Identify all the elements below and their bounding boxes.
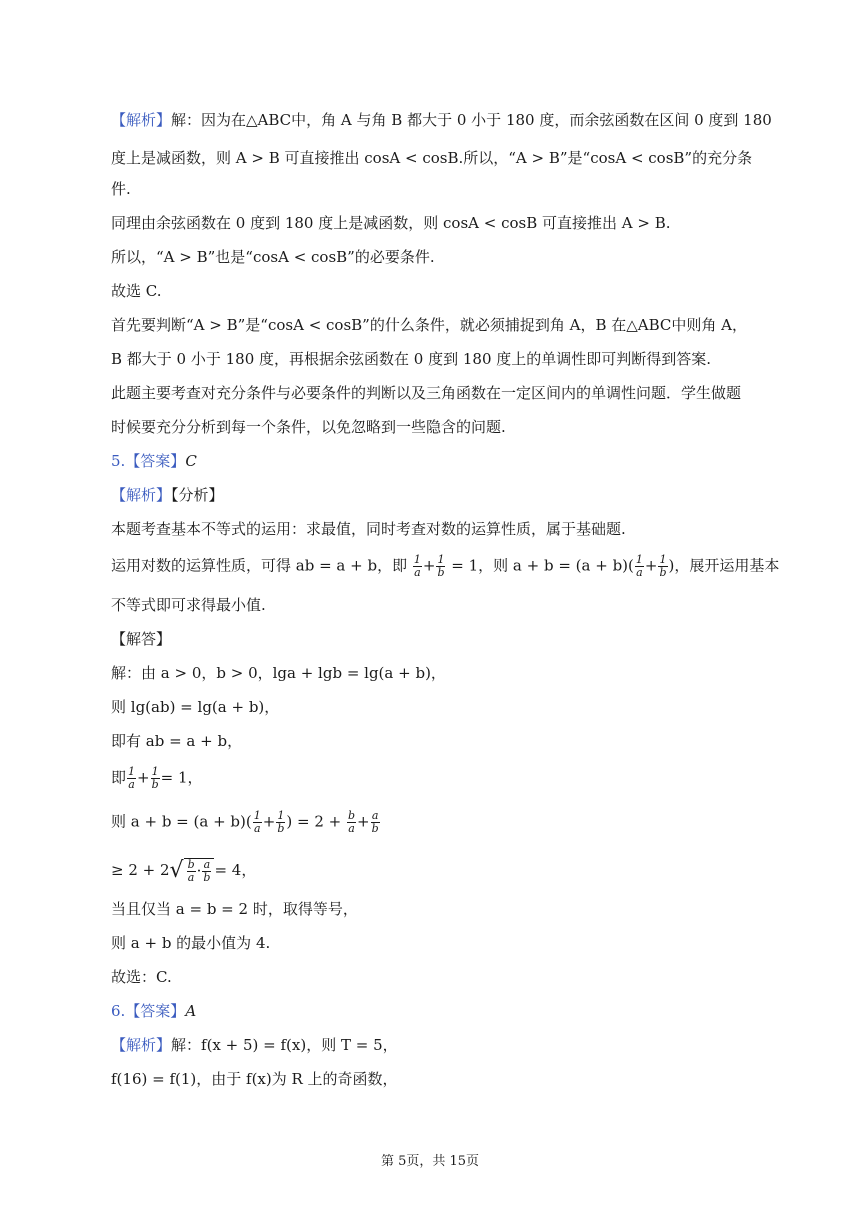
paragraph-text: 解：因为在△ABC中，角 A 与角 B 都大于 0 小于 180 度，而余弦函数在区间 0 度到 180 — [171, 111, 772, 129]
formula-part: ) = 2 + — [286, 812, 342, 831]
text-line: 故选：C. — [111, 968, 172, 986]
text-line: 即有 ab = a + b， — [111, 732, 243, 750]
formula-part: 则 a + b = (a + b)( — [111, 812, 252, 831]
analysis-subtag: 【分析】 — [171, 486, 224, 504]
text-line: 则 a + b = (a + b)( $\frac{1}{a}$ + $\frac{1}{b}$ ) = 2 + $\frac{b}{a}$ + $\frac{a}{b}$ — [111, 809, 379, 835]
answer-value: A — [185, 1002, 197, 1020]
text-line: 则 a + b 的最小值为 4. — [111, 934, 271, 952]
fraction-1-over-a: $\frac{1}{a}$ — [413, 553, 421, 579]
answer-value: C — [185, 452, 197, 470]
analysis-tag: 【解析】 — [111, 486, 172, 504]
formula-part: )，展开运用基本 — [668, 556, 780, 575]
text-line: 运用对数的运算性质，可得 ab = a + b，即 $\frac{1}{a}$ + $\frac{1}{b}$ = 1，则 a + b = (a + b)( $\frac{1}{a}$ + $\frac{1}{b}$ )，展开运用基本 — [111, 553, 780, 579]
analysis-tag: 【解析】 — [111, 111, 172, 129]
answer-tag: 6.【答案】 — [111, 1002, 186, 1020]
text-line: 故选 C. — [111, 282, 162, 300]
fraction-1-over-b: $\frac{1}{b}$ — [277, 809, 285, 835]
formula-part: = 1， — [160, 768, 203, 787]
text-line: 【解答】 — [111, 630, 172, 648]
answer-tag: 5.【答案】 — [111, 452, 186, 470]
sqrt-expression: $\frac{b}{a}$ · $\frac{a}{b}$ — [184, 858, 215, 884]
formula-part: 运用对数的运算性质，可得 ab = a + b，即 — [111, 556, 408, 575]
formula-part: = 4， — [214, 861, 257, 879]
text-line: 当且仅当 a = b = 2 时，取得等号， — [111, 900, 358, 918]
paragraph-text: 解：f(x + 5) = f(x)，则 T = 5， — [171, 1036, 398, 1054]
text-line: 不等式即可求得最小值. — [111, 596, 266, 614]
fraction-a-over-b: $\frac{a}{b}$ — [371, 809, 379, 835]
text-line: 解：由 a > 0，b > 0，lga + lgb = lg(a + b)， — [111, 664, 446, 682]
formula-part: 即 — [111, 768, 127, 787]
formula-part: ≥ 2 + 2 — [111, 861, 170, 879]
question-5-answer — [111, 450, 800, 472]
text-line — [111, 1034, 800, 1056]
sqrt-sign-icon: √ — [169, 858, 184, 883]
fraction-b-over-a: $\frac{b}{a}$ — [347, 809, 356, 835]
fraction-1-over-a: $\frac{1}{a}$ — [128, 765, 136, 791]
fraction-1-over-b: $\frac{1}{b}$ — [659, 553, 667, 579]
text-line: 即 $\frac{1}{a}$ + $\frac{1}{b}$ = 1， — [111, 765, 203, 791]
page-footer: 第 5页，共 15页 — [380, 1154, 480, 1169]
fraction-1-over-b: $\frac{1}{b}$ — [151, 765, 159, 791]
question-6-answer — [111, 1000, 800, 1022]
text-line: 此题主要考查对充分条件与必要条件的判断以及三角函数在一定区间内的单调性问题．学生做题 — [111, 384, 742, 402]
formula-part: = 1，则 a + b = (a + b)( — [451, 556, 634, 575]
text-line: 同理由余弦函数在 0 度到 180 度上是减函数，则 cosA < cosB 可直接推出 A > B. — [111, 214, 671, 232]
text-line: 时候要充分分析到每一个条件，以免忽略到一些隐含的问题. — [111, 418, 506, 436]
text-line: 则 lg(ab) = lg(a + b)， — [111, 698, 280, 716]
text-line: f(16) = f(1)，由于 f(x)为 R 上的奇函数， — [111, 1070, 398, 1088]
text-line: 首先要判断“A > B”是“cosA < cosB”的什么条件，就必须捕捉到角 A，B 在△ABC中则角 A， — [111, 316, 747, 334]
text-line — [111, 858, 800, 884]
text-line: 所以，“A > B”也是“cosA < cosB”的必要条件. — [111, 248, 435, 266]
text-line: B 都大于 0 小于 180 度，再根据余弦函数在 0 度到 180 度上的单调性即可判断得到答案. — [111, 350, 712, 368]
text-line — [111, 109, 800, 131]
fraction-1-over-a: $\frac{1}{a}$ — [253, 809, 261, 835]
text-line: 度上是减函数，则 A > B 可直接推出 cosA < cosB.所以，“A > B”是“cosA < cosB”的充分条 — [111, 149, 753, 167]
text-line: 件. — [111, 180, 131, 198]
fraction-1-over-a: $\frac{1}{a}$ — [635, 553, 643, 579]
fraction-1-over-b: $\frac{1}{b}$ — [437, 553, 445, 579]
analysis-tag: 【解析】 — [111, 1036, 172, 1054]
text-line — [111, 484, 800, 506]
text-line: 本题考查基本不等式的运用：求最值，同时考查对数的运算性质，属于基础题. — [111, 520, 626, 538]
